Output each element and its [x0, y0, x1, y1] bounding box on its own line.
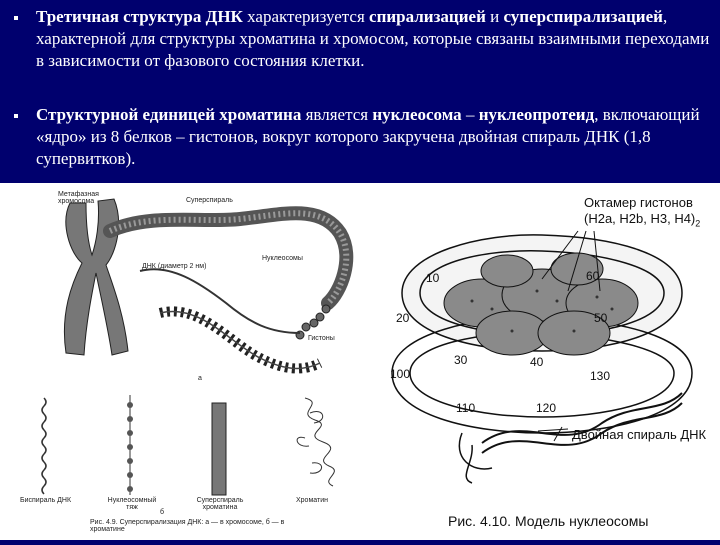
- term-unit: Структурной единицей хроматина: [36, 105, 302, 124]
- label-superspiral: Суперспираль: [186, 197, 233, 204]
- num-40: 40: [530, 355, 544, 369]
- superspiral-rope: [110, 213, 346, 303]
- term-superspiral: суперспирализацией: [503, 7, 663, 26]
- text: является: [301, 105, 373, 124]
- bullet-2: [14, 114, 18, 118]
- num-10: 10: [426, 271, 440, 285]
- text: характеризуется: [242, 7, 370, 26]
- biospiral-dna: [42, 398, 46, 494]
- num-110: 110: [456, 401, 476, 415]
- bullet-1: [14, 16, 18, 20]
- label-chromatin: Хроматин: [296, 497, 328, 504]
- figure-nucleosome-model: [362, 183, 720, 540]
- term-nucleosome: нуклеосома: [372, 105, 462, 124]
- octamer-formula-text: (Н2а, Н2b, Н3, Н4): [584, 211, 696, 226]
- label-metaphase: Метафазная хромосома: [58, 191, 99, 205]
- text: , включающий «ядро» из 8 белков – гистонов, вокруг которого закручена двойная спираль ДНК (1,8 супервитков).: [36, 105, 700, 168]
- double-helix-detail: [160, 311, 320, 368]
- nucleosome-beads: [296, 305, 330, 339]
- term-tertiary: Третичная структура ДНК: [36, 7, 243, 26]
- label-nucleosomes: Нуклеосомы: [262, 255, 303, 262]
- letter-b: б: [160, 509, 165, 516]
- caption-fig-4-9: Рис. 4.9. Суперспирализация ДНК: а — в хромосоме, б — в хроматине: [90, 519, 285, 533]
- label-histones: Гистоны: [308, 335, 335, 342]
- nucleosome-thread: [127, 395, 133, 495]
- label-dna-diameter: ДНК (диаметр 2 нм): [142, 263, 207, 270]
- text: –: [461, 105, 479, 124]
- figure-superspiralization: [0, 183, 362, 540]
- num-30: 30: [454, 353, 468, 367]
- text: и: [485, 7, 500, 26]
- paragraph-nucleosome: [36, 104, 716, 170]
- num-20: 20: [396, 311, 410, 325]
- octamer-subscript: 2: [695, 218, 701, 229]
- text: , характерной для структуры хроматина и хромосом, которые связаны взаимными переходами в зависимости от фазового состояния клетки.: [36, 7, 710, 70]
- label-double-helix: Двойная спираль ДНК: [572, 427, 707, 442]
- paragraph-tertiary-structure: [36, 6, 716, 72]
- label-nucleosome-thread: Нуклеосомный тяж: [107, 497, 157, 511]
- superspiral-drawing: [0, 183, 362, 540]
- dna-strand: [140, 269, 300, 333]
- octamer-formula: [584, 211, 700, 229]
- num-130: 130: [590, 369, 611, 383]
- num-50: 50: [594, 311, 608, 325]
- num-100: 100: [390, 367, 411, 381]
- term-spiral: спирализацией: [369, 7, 486, 26]
- chromatin-superspiral-column: [212, 403, 226, 495]
- label-superspiral-chromatin: Суперспираль хроматина: [196, 497, 244, 511]
- term-nucleoprotein: нуклеопротеид: [478, 105, 595, 124]
- caption-fig-4-10: Рис. 4.10. Модель нуклеосомы: [448, 513, 649, 529]
- num-120: 120: [536, 401, 557, 415]
- chromatin-loops: [297, 398, 334, 486]
- label-biospiral: Биспираль ДНК: [20, 497, 72, 504]
- letter-a: а: [198, 375, 202, 382]
- num-60: 60: [586, 269, 600, 283]
- octamer-title: Октамер гистонов: [584, 195, 693, 210]
